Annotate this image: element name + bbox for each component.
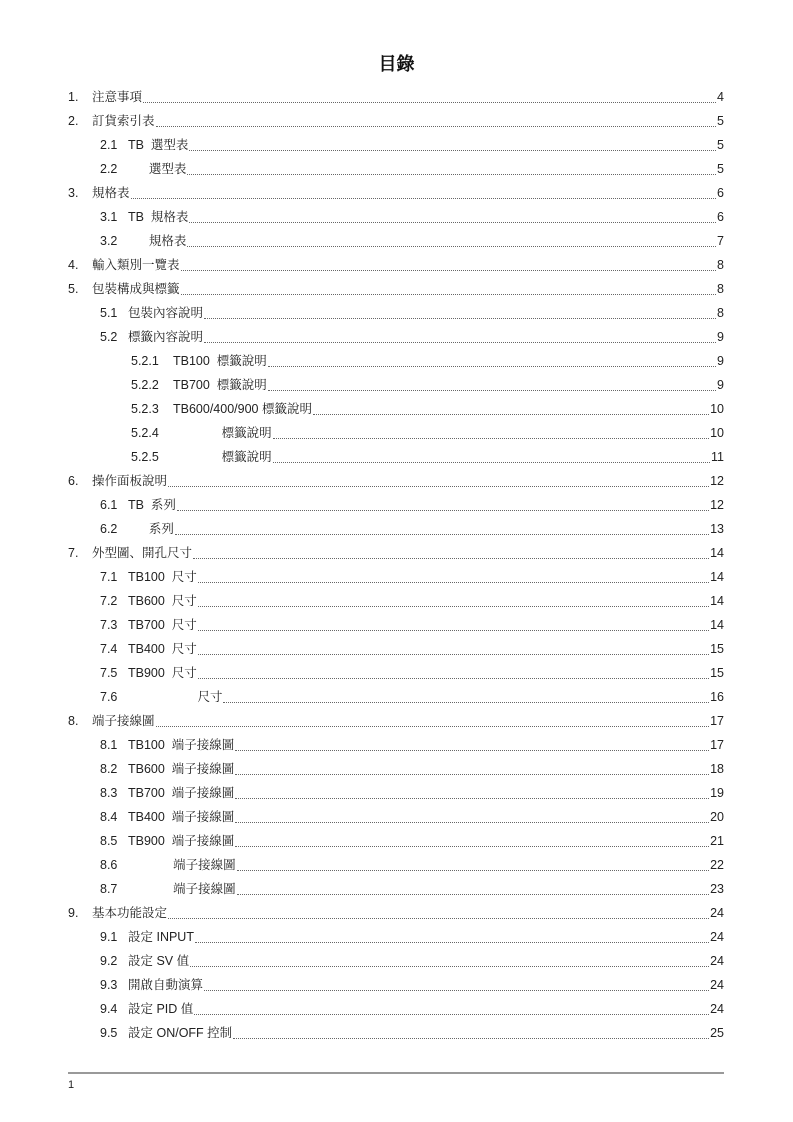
- toc-entry-number: 2.: [68, 114, 79, 128]
- toc-entry-title: 端子接線圖: [92, 714, 155, 728]
- toc-entry-title: 操作面板說明: [92, 474, 168, 488]
- toc-entry[interactable]: [68, 230, 724, 254]
- leader-dots: [204, 318, 716, 319]
- toc-entry-number: 2.2: [100, 162, 118, 176]
- toc-entry-number: 8.1: [100, 738, 118, 752]
- leader-dots: [198, 678, 709, 679]
- toc-entry-title: 包裝內容說明: [128, 306, 204, 320]
- toc-entry[interactable]: [68, 134, 724, 158]
- toc-entry[interactable]: [68, 878, 724, 902]
- toc-entry[interactable]: [68, 566, 724, 590]
- toc-entry-page: 14: [710, 570, 724, 584]
- leader-dots: [273, 438, 709, 439]
- toc-entry[interactable]: [68, 854, 724, 878]
- leader-dots: [187, 246, 716, 247]
- toc-entry-title: TB600 端子接線圖: [128, 762, 235, 776]
- toc-entry-number: 8.4: [100, 810, 118, 824]
- toc-entry-number: 5.1: [100, 306, 118, 320]
- toc-entry-page: 9: [717, 378, 724, 392]
- toc-entry-title: 外型圖、開孔尺寸: [92, 546, 193, 560]
- toc-entry-title: TB600 尺寸: [128, 594, 197, 608]
- leader-dots: [198, 630, 709, 631]
- toc-entry-page: 14: [710, 618, 724, 632]
- leader-dots: [168, 918, 709, 919]
- toc-entry[interactable]: [68, 206, 724, 230]
- toc-entry-title: 注意事項: [92, 90, 143, 104]
- leader-dots: [233, 1038, 709, 1039]
- toc-entry-number: 7.: [68, 546, 79, 560]
- toc-entry[interactable]: [68, 494, 724, 518]
- toc-entry-page: 24: [710, 1002, 724, 1016]
- toc-entry-title: TB 規格表: [128, 210, 189, 224]
- toc-entry[interactable]: [68, 686, 724, 710]
- leader-dots: [156, 726, 710, 727]
- leader-dots: [168, 486, 709, 487]
- leader-dots: [181, 270, 717, 271]
- toc-entry[interactable]: [68, 926, 724, 950]
- leader-dots: [198, 582, 709, 583]
- toc-entry[interactable]: [68, 710, 724, 734]
- leader-dots: [268, 366, 716, 367]
- toc-entry[interactable]: [68, 974, 724, 998]
- leader-dots: [198, 606, 709, 607]
- toc-entry-title: TB 選型表: [128, 138, 189, 152]
- toc-entry-page: 6: [717, 186, 724, 200]
- toc-entry-page: 5: [717, 162, 724, 176]
- toc-entry-title: TB 系列: [128, 498, 176, 512]
- leader-dots: [273, 462, 710, 463]
- toc-entry-number: 6.: [68, 474, 79, 488]
- toc-entry-title: TB100 端子接線圖: [128, 738, 235, 752]
- leader-dots: [313, 414, 709, 415]
- toc-entry-number: 7.1: [100, 570, 118, 584]
- toc-entry-number: 9.1: [100, 930, 118, 944]
- toc-entry-number: 5.2.1: [131, 354, 159, 368]
- toc-entry-number: 8.7: [100, 882, 118, 896]
- table-of-contents: [68, 86, 724, 1046]
- leader-dots: [204, 990, 709, 991]
- leader-dots: [194, 1014, 709, 1015]
- toc-entry-page: 24: [710, 954, 724, 968]
- toc-entry-page: 21: [710, 834, 724, 848]
- leader-dots: [189, 222, 716, 223]
- toc-entry[interactable]: [68, 350, 724, 374]
- leader-dots: [235, 822, 709, 823]
- toc-entry-title: TB600/400/900 標籤說明: [173, 402, 312, 416]
- toc-entry-number: 8.6: [100, 858, 118, 872]
- toc-entry-number: 9.4: [100, 1002, 118, 1016]
- toc-entry-number: 9.2: [100, 954, 118, 968]
- toc-entry-title: 系列: [128, 522, 174, 536]
- leader-dots: [268, 390, 716, 391]
- toc-entry-page: 16: [710, 690, 724, 704]
- toc-entry-number: 1.: [68, 90, 79, 104]
- toc-entry[interactable]: [68, 902, 724, 926]
- toc-entry[interactable]: [68, 614, 724, 638]
- toc-entry-number: 5.2.3: [131, 402, 159, 416]
- toc-entry-number: 4.: [68, 258, 79, 272]
- toc-entry-number: 3.2: [100, 234, 118, 248]
- toc-entry[interactable]: [68, 158, 724, 182]
- leader-dots: [131, 198, 717, 199]
- toc-entry-page: 8: [717, 258, 724, 272]
- toc-entry[interactable]: [68, 638, 724, 662]
- toc-entry-title: TB900 端子接線圖: [128, 834, 235, 848]
- toc-entry-title: 標籤內容說明: [128, 330, 204, 344]
- toc-entry[interactable]: [68, 806, 724, 830]
- toc-entry[interactable]: [68, 662, 724, 686]
- toc-entry[interactable]: [68, 542, 724, 566]
- toc-entry-page: 15: [710, 666, 724, 680]
- toc-entry-page: 11: [711, 450, 724, 464]
- toc-entry-page: 24: [710, 978, 724, 992]
- toc-entry-page: 12: [710, 498, 724, 512]
- toc-entry-number: 7.4: [100, 642, 118, 656]
- toc-entry-page: 18: [710, 762, 724, 776]
- toc-entry[interactable]: [68, 446, 724, 470]
- toc-entry-title: 包裝構成與標籤: [92, 282, 180, 296]
- toc-entry-title: 設定 ON/OFF 控制: [128, 1026, 233, 1040]
- leader-dots: [156, 126, 717, 127]
- toc-entry[interactable]: [68, 326, 724, 350]
- toc-entry-title: 規格表: [92, 186, 130, 200]
- leader-dots: [235, 750, 709, 751]
- toc-entry-page: 25: [710, 1026, 724, 1040]
- leader-dots: [235, 798, 709, 799]
- toc-entry-page: 10: [710, 402, 724, 416]
- footer-page-number: 1: [68, 1079, 75, 1091]
- toc-entry-page: 8: [717, 282, 724, 296]
- leader-dots: [223, 702, 709, 703]
- toc-entry[interactable]: [68, 998, 724, 1022]
- toc-entry-page: 17: [710, 714, 724, 728]
- toc-entry-page: 9: [717, 330, 724, 344]
- toc-entry[interactable]: [68, 422, 724, 446]
- toc-entry-page: 12: [710, 474, 724, 488]
- toc-entry[interactable]: [68, 302, 724, 326]
- leader-dots: [143, 102, 716, 103]
- toc-entry-page: 14: [710, 546, 724, 560]
- toc-entry-title: TB100 標籤說明: [173, 354, 267, 368]
- toc-entry-number: 7.6: [100, 690, 118, 704]
- leader-dots: [175, 534, 709, 535]
- leader-dots: [187, 174, 716, 175]
- toc-entry-title: 訂貨索引表: [92, 114, 155, 128]
- toc-entry[interactable]: [68, 1022, 724, 1046]
- leader-dots: [189, 150, 716, 151]
- toc-entry-title: TB400 尺寸: [128, 642, 197, 656]
- toc-entry-number: 2.1: [100, 138, 118, 152]
- toc-entry-page: 9: [717, 354, 724, 368]
- toc-entry-title: 選型表: [128, 162, 187, 176]
- toc-entry-page: 23: [710, 882, 724, 896]
- toc-entry-page: 6: [717, 210, 724, 224]
- toc-entry-title: 端子接線圖: [128, 882, 236, 896]
- toc-entry-title: 端子接線圖: [128, 858, 236, 872]
- toc-entry-number: 5.2.5: [131, 450, 159, 464]
- toc-entry-number: 5.2: [100, 330, 118, 344]
- toc-entry[interactable]: [68, 254, 724, 278]
- toc-entry-page: 20: [710, 810, 724, 824]
- leader-dots: [195, 942, 709, 943]
- toc-entry-number: 5.2.4: [131, 426, 159, 440]
- toc-entry-title: TB100 尺寸: [128, 570, 197, 584]
- toc-entry-page: 5: [717, 138, 724, 152]
- toc-entry-title: 輸入類別一覽表: [92, 258, 180, 272]
- toc-entry-title: 設定 INPUT: [128, 930, 194, 944]
- toc-entry-title: 設定 SV 值: [128, 954, 190, 968]
- toc-entry[interactable]: [68, 782, 724, 806]
- toc-entry-title: TB700 標籤說明: [173, 378, 267, 392]
- toc-entry-number: 5.: [68, 282, 79, 296]
- toc-entry[interactable]: [68, 950, 724, 974]
- leader-dots: [190, 966, 709, 967]
- toc-entry-number: 8.: [68, 714, 79, 728]
- toc-entry-number: 7.2: [100, 594, 118, 608]
- toc-entry[interactable]: [68, 110, 724, 134]
- toc-entry-title: 標籤說明: [173, 426, 272, 440]
- toc-entry-number: 8.5: [100, 834, 118, 848]
- leader-dots: [177, 510, 709, 511]
- toc-entry-title: 開啟自動演算: [128, 978, 204, 992]
- toc-entry[interactable]: [68, 182, 724, 206]
- toc-entry-page: 19: [710, 786, 724, 800]
- toc-entry-title: TB700 端子接線圖: [128, 786, 235, 800]
- toc-entry[interactable]: [68, 734, 724, 758]
- toc-entry-page: 17: [710, 738, 724, 752]
- leader-dots: [237, 870, 709, 871]
- toc-entry[interactable]: [68, 518, 724, 542]
- toc-entry[interactable]: [68, 470, 724, 494]
- toc-entry-number: 8.2: [100, 762, 118, 776]
- toc-entry[interactable]: [68, 278, 724, 302]
- toc-entry-title: 設定 PID 值: [128, 1002, 194, 1016]
- toc-entry-number: 3.1: [100, 210, 118, 224]
- leader-dots: [181, 294, 717, 295]
- toc-entry[interactable]: [68, 758, 724, 782]
- toc-entry-page: 14: [710, 594, 724, 608]
- toc-entry-page: 4: [717, 90, 724, 104]
- leader-dots: [237, 894, 709, 895]
- toc-entry-number: 8.3: [100, 786, 118, 800]
- toc-entry[interactable]: [68, 398, 724, 422]
- toc-entry-number: 5.2.2: [131, 378, 159, 392]
- toc-entry-title: 尺寸: [128, 690, 223, 704]
- toc-entry-page: 22: [710, 858, 724, 872]
- toc-entry-number: 9.3: [100, 978, 118, 992]
- page-title: 目錄: [378, 54, 415, 74]
- toc-entry-title: TB400 端子接線圖: [128, 810, 235, 824]
- toc-entry-number: 7.3: [100, 618, 118, 632]
- footer-divider: [68, 1072, 724, 1074]
- toc-entry[interactable]: [68, 86, 724, 110]
- leader-dots: [235, 774, 709, 775]
- toc-entry-page: 15: [710, 642, 724, 656]
- toc-entry-page: 7: [717, 234, 724, 248]
- toc-entry-number: 9.: [68, 906, 79, 920]
- toc-entry-page: 24: [710, 906, 724, 920]
- leader-dots: [193, 558, 709, 559]
- toc-entry-number: 6.1: [100, 498, 118, 512]
- toc-entry-title: 基本功能設定: [92, 906, 168, 920]
- leader-dots: [204, 342, 716, 343]
- toc-entry[interactable]: [68, 590, 724, 614]
- toc-entry[interactable]: [68, 830, 724, 854]
- toc-entry-title: 標籤說明: [173, 450, 272, 464]
- toc-entry-page: 5: [717, 114, 724, 128]
- toc-entry-page: 8: [717, 306, 724, 320]
- toc-entry-number: 3.: [68, 186, 79, 200]
- leader-dots: [198, 654, 709, 655]
- toc-entry-number: 6.2: [100, 522, 118, 536]
- toc-entry-page: 13: [710, 522, 724, 536]
- toc-entry-page: 10: [710, 426, 724, 440]
- toc-entry-page: 24: [710, 930, 724, 944]
- leader-dots: [235, 846, 709, 847]
- toc-entry-title: 規格表: [128, 234, 187, 248]
- toc-entry[interactable]: [68, 374, 724, 398]
- toc-entry-number: 7.5: [100, 666, 118, 680]
- toc-entry-title: TB700 尺寸: [128, 618, 197, 632]
- toc-entry-number: 9.5: [100, 1026, 118, 1040]
- toc-entry-title: TB900 尺寸: [128, 666, 197, 680]
